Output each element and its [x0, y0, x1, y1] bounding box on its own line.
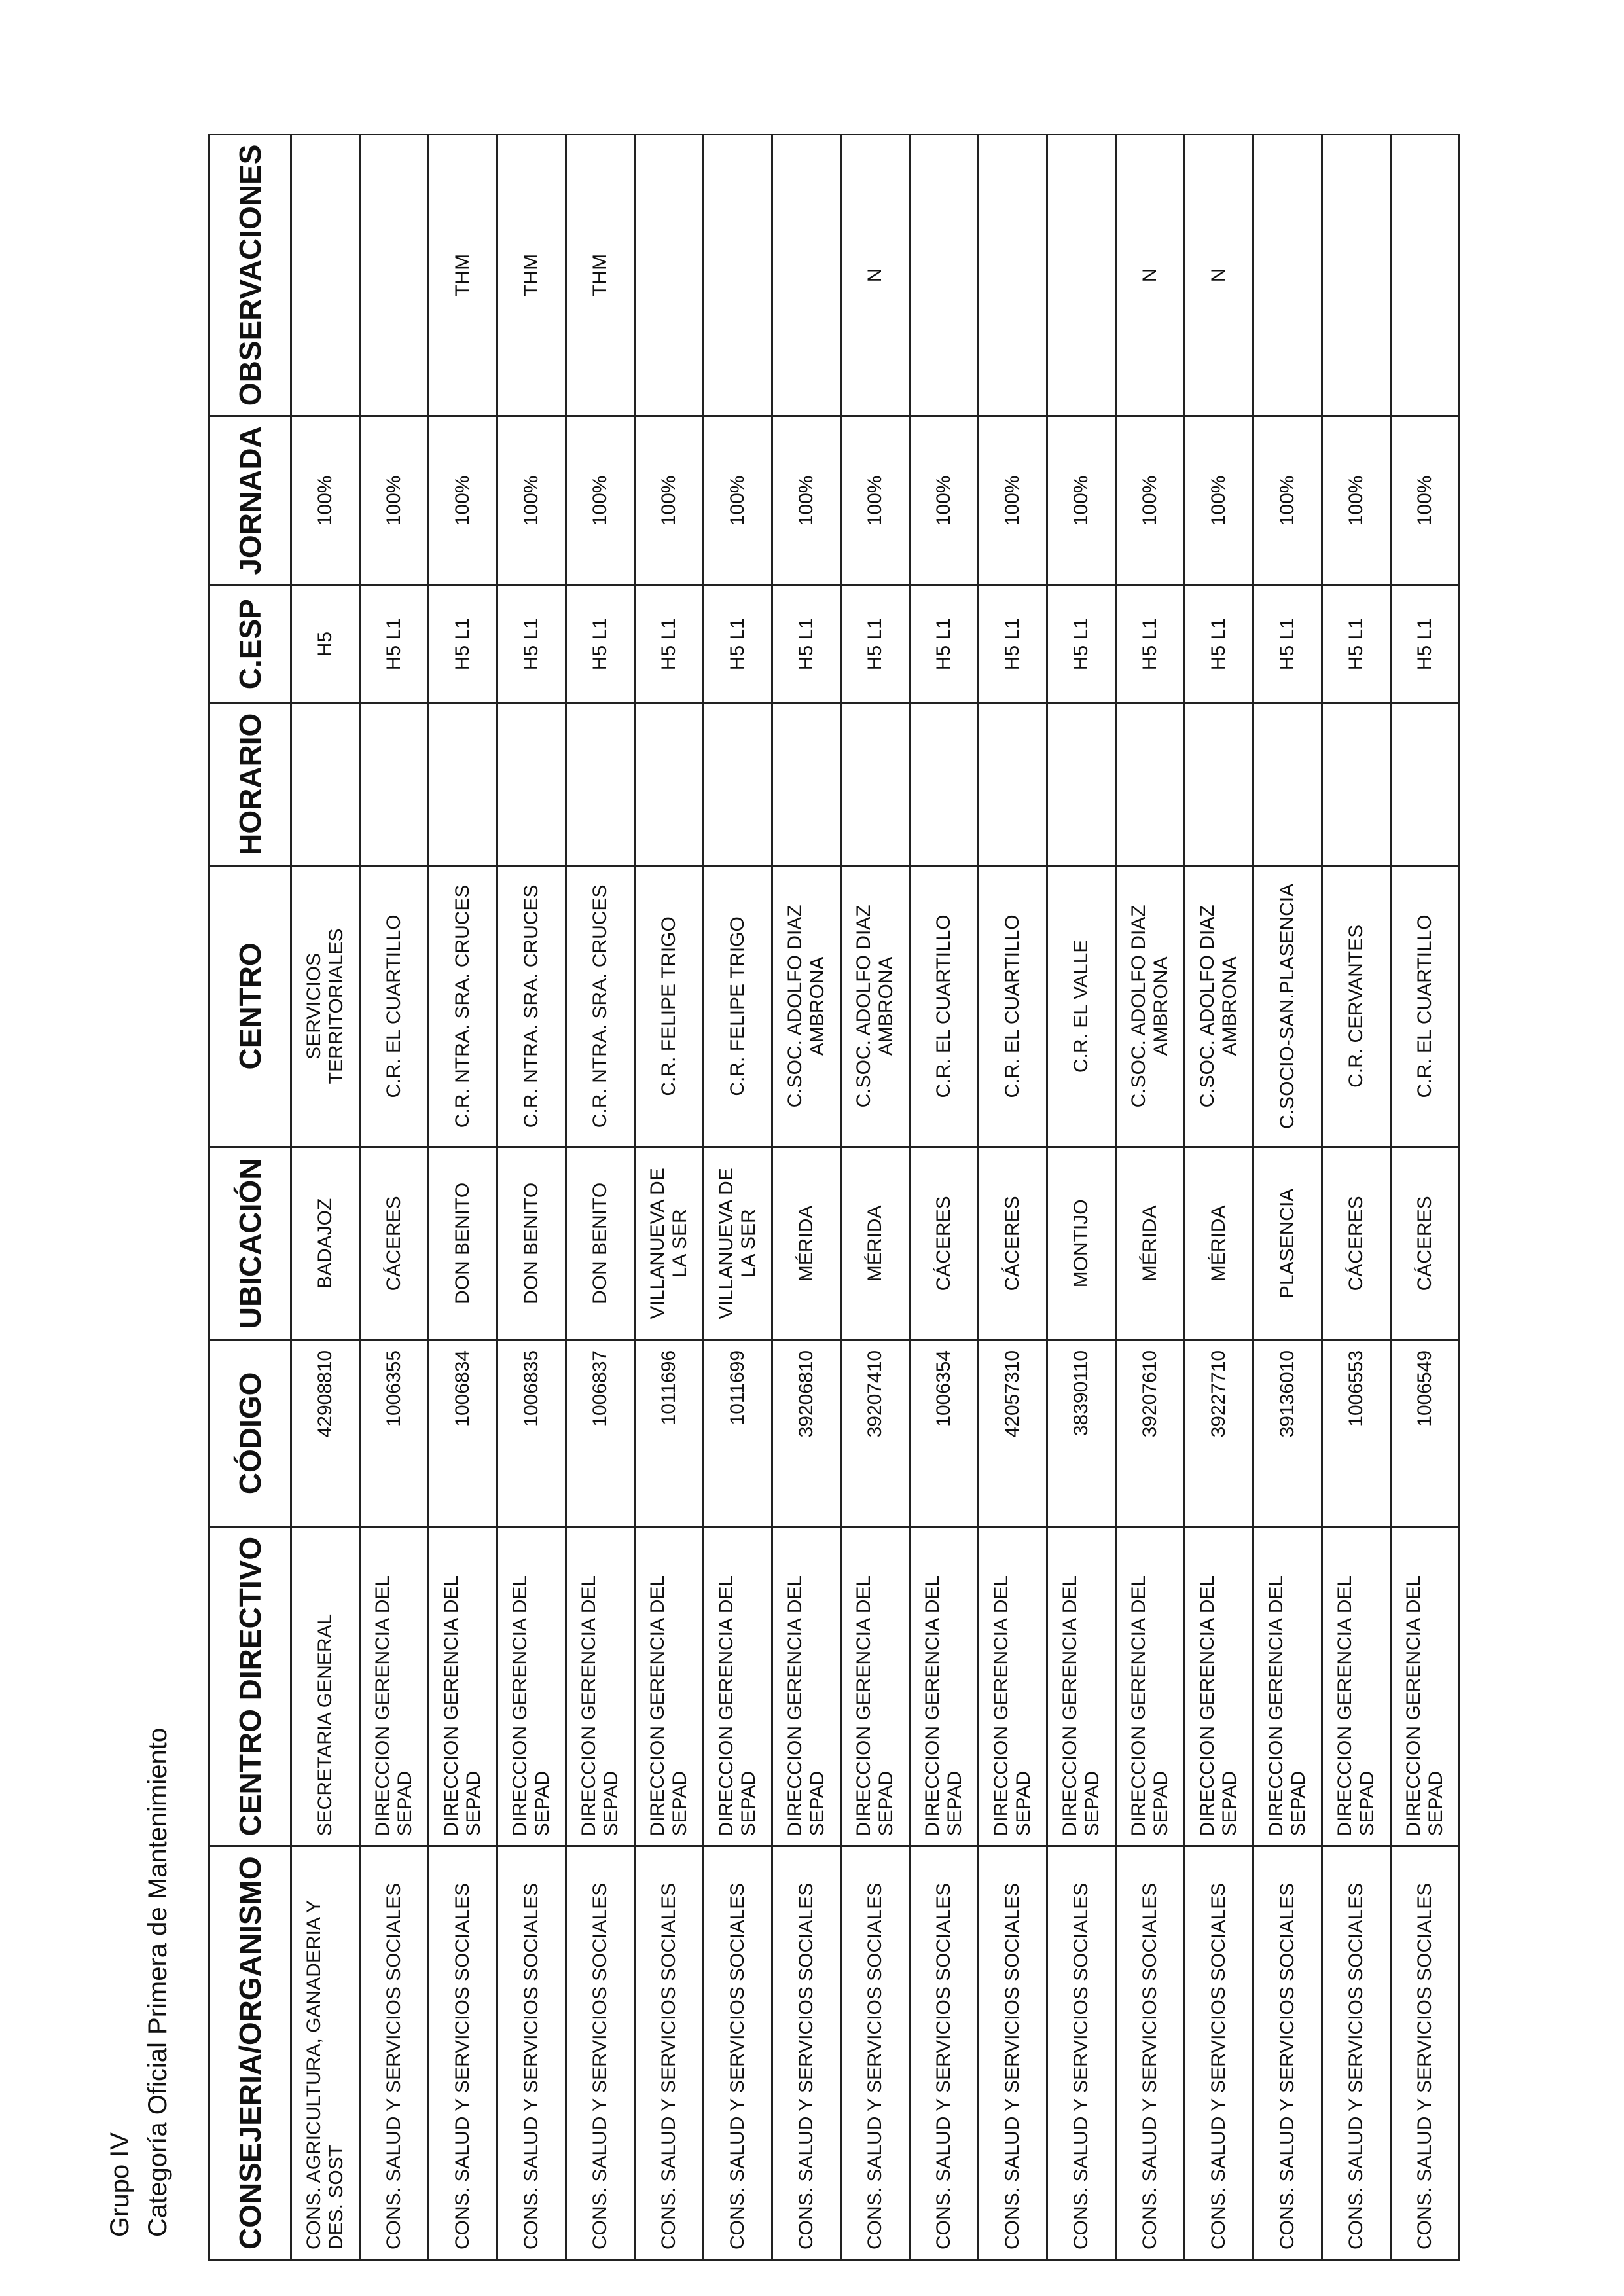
col-header-c-esp: C.ESP — [209, 585, 291, 703]
cell-ubicacion: MÉRIDA — [1116, 1147, 1185, 1340]
cell-ubicacion: CÁCERES — [1322, 1147, 1391, 1340]
cell-c-esp: H5 L1 — [1254, 585, 1322, 703]
cell-ubicacion: DON BENITO — [566, 1147, 635, 1340]
cell-centro: C.SOC. ADOLFO DIAZ AMBRONA — [1185, 865, 1254, 1147]
cell-codigo: 39227710 — [1185, 1340, 1254, 1526]
cell-horario — [1116, 703, 1185, 865]
cell-ubicacion: MÉRIDA — [772, 1147, 841, 1340]
cell-centro-directivo: SECRETARIA GENERAL — [291, 1526, 360, 1846]
cell-consejeria: CONS. SALUD Y SERVICIOS SOCIALES — [429, 1846, 497, 2260]
cell-centro: C.R. EL CUARTILLO — [360, 865, 429, 1147]
cell-consejeria: CONS. SALUD Y SERVICIOS SOCIALES — [635, 1846, 704, 2260]
table-row — [704, 134, 772, 2259]
cell-c-esp: H5 L1 — [704, 585, 772, 703]
cell-consejeria: CONS. SALUD Y SERVICIOS SOCIALES — [979, 1846, 1047, 2260]
cell-observaciones — [1254, 134, 1322, 416]
cell-observaciones: THM — [566, 134, 635, 416]
cell-consejeria: CONS. SALUD Y SERVICIOS SOCIALES — [704, 1846, 772, 2260]
cell-consejeria: CONS. SALUD Y SERVICIOS SOCIALES — [566, 1846, 635, 2260]
cell-consejeria: CONS. SALUD Y SERVICIOS SOCIALES — [1391, 1846, 1460, 2260]
table-row — [1047, 134, 1116, 2259]
cell-ubicacion: CÁCERES — [360, 1147, 429, 1340]
table-row — [497, 134, 566, 2259]
cell-c-esp: H5 L1 — [979, 585, 1047, 703]
col-header-centro: CENTRO — [209, 865, 291, 1147]
cell-centro: C.SOCIO-SAN.PLASENCIA — [1254, 865, 1322, 1147]
cell-ubicacion: MÉRIDA — [1185, 1147, 1254, 1340]
cell-centro: C.R. CERVANTES — [1322, 865, 1391, 1147]
cell-c-esp: H5 L1 — [772, 585, 841, 703]
cell-observaciones: THM — [497, 134, 566, 416]
cell-jornada: 100% — [566, 416, 635, 585]
cell-codigo: 1006549 — [1391, 1340, 1460, 1526]
cell-centro-directivo: DIRECCION GERENCIA DEL SEPAD — [1391, 1526, 1460, 1846]
cell-centro: SERVICIOS TERRITORIALES — [291, 865, 360, 1147]
cell-horario — [635, 703, 704, 865]
cell-observaciones: THM — [429, 134, 497, 416]
cell-horario — [360, 703, 429, 865]
group-title: Grupo IV — [105, 2132, 134, 2237]
cell-centro-directivo: DIRECCION GERENCIA DEL SEPAD — [497, 1526, 566, 1846]
cell-codigo: 39206810 — [772, 1340, 841, 1526]
col-header-ubicacion: UBICACIÓN — [209, 1147, 291, 1340]
cell-jornada: 100% — [497, 416, 566, 585]
cell-c-esp: H5 L1 — [566, 585, 635, 703]
cell-codigo: 1006354 — [910, 1340, 979, 1526]
cell-observaciones: N — [841, 134, 910, 416]
cell-c-esp: H5 L1 — [635, 585, 704, 703]
cell-horario — [1047, 703, 1116, 865]
cell-codigo: 42057310 — [979, 1340, 1047, 1526]
col-header-horario: HORARIO — [209, 703, 291, 865]
cell-consejeria: CONS. SALUD Y SERVICIOS SOCIALES — [841, 1846, 910, 2260]
cell-centro: C.R. NTRA. SRA. CRUCES — [429, 865, 497, 1147]
cell-jornada: 100% — [910, 416, 979, 585]
cell-jornada: 100% — [635, 416, 704, 585]
cell-ubicacion: CÁCERES — [979, 1147, 1047, 1340]
cell-codigo: 42908810 — [291, 1340, 360, 1526]
cell-centro: C.R. EL CUARTILLO — [979, 865, 1047, 1147]
table-row — [1254, 134, 1322, 2259]
cell-horario — [1185, 703, 1254, 865]
cell-centro: C.R. NTRA. SRA. CRUCES — [566, 865, 635, 1147]
cell-observaciones — [291, 134, 360, 416]
cell-horario — [841, 703, 910, 865]
cell-consejeria: CONS. AGRICULTURA, GANADERIA Y DES. SOST — [291, 1846, 360, 2260]
cell-centro-directivo: DIRECCION GERENCIA DEL SEPAD — [1047, 1526, 1116, 1846]
cell-centro: C.R. NTRA. SRA. CRUCES — [497, 865, 566, 1147]
cell-horario — [1391, 703, 1460, 865]
cell-jornada: 100% — [1254, 416, 1322, 585]
cell-horario — [291, 703, 360, 865]
cell-observaciones: N — [1116, 134, 1185, 416]
col-header-consejeria: CONSEJERIA/ORGANISMO — [209, 1846, 291, 2260]
table-row — [1116, 134, 1185, 2259]
cell-codigo: 1006834 — [429, 1340, 497, 1526]
cell-jornada: 100% — [1185, 416, 1254, 585]
table-row — [1185, 134, 1254, 2259]
cell-c-esp: H5 L1 — [1322, 585, 1391, 703]
cell-horario — [497, 703, 566, 865]
cell-ubicacion: BADAJOZ — [291, 1147, 360, 1340]
cell-c-esp: H5 L1 — [1047, 585, 1116, 703]
cell-centro-directivo: DIRECCION GERENCIA DEL SEPAD — [1254, 1526, 1322, 1846]
cell-horario — [704, 703, 772, 865]
table-row — [360, 134, 429, 2259]
cell-c-esp: H5 L1 — [1185, 585, 1254, 703]
cell-jornada: 100% — [1391, 416, 1460, 585]
table-row — [566, 134, 635, 2259]
cell-horario — [566, 703, 635, 865]
col-header-jornada: JORNADA — [209, 416, 291, 585]
cell-ubicacion: MÉRIDA — [841, 1147, 910, 1340]
cell-codigo: 1011699 — [704, 1340, 772, 1526]
cell-centro: C.R. FELIPE TRIGO — [635, 865, 704, 1147]
cell-jornada: 100% — [429, 416, 497, 585]
cell-consejeria: CONS. SALUD Y SERVICIOS SOCIALES — [1254, 1846, 1322, 2260]
cell-codigo: 1006553 — [1322, 1340, 1391, 1526]
cell-centro-directivo: DIRECCION GERENCIA DEL SEPAD — [566, 1526, 635, 1846]
cell-jornada: 100% — [704, 416, 772, 585]
cell-centro: C.SOC. ADOLFO DIAZ AMBRONA — [772, 865, 841, 1147]
table-row — [979, 134, 1047, 2259]
positions-table — [208, 134, 1460, 2261]
cell-centro-directivo: DIRECCION GERENCIA DEL SEPAD — [704, 1526, 772, 1846]
cell-consejeria: CONS. SALUD Y SERVICIOS SOCIALES — [772, 1846, 841, 2260]
cell-c-esp: H5 L1 — [910, 585, 979, 703]
cell-jornada: 100% — [841, 416, 910, 585]
cell-centro: C.R. EL CUARTILLO — [1391, 865, 1460, 1147]
cell-horario — [1322, 703, 1391, 865]
table-row — [1322, 134, 1391, 2259]
cell-centro-directivo: DIRECCION GERENCIA DEL SEPAD — [635, 1526, 704, 1846]
cell-jornada: 100% — [360, 416, 429, 585]
cell-ubicacion: DON BENITO — [497, 1147, 566, 1340]
cell-codigo: 1006355 — [360, 1340, 429, 1526]
cell-consejeria: CONS. SALUD Y SERVICIOS SOCIALES — [360, 1846, 429, 2260]
cell-c-esp: H5 L1 — [1116, 585, 1185, 703]
cell-codigo: 1006837 — [566, 1340, 635, 1526]
cell-centro-directivo: DIRECCION GERENCIA DEL SEPAD — [1116, 1526, 1185, 1846]
cell-consejeria: CONS. SALUD Y SERVICIOS SOCIALES — [910, 1846, 979, 2260]
cell-jornada: 100% — [1116, 416, 1185, 585]
cell-centro-directivo: DIRECCION GERENCIA DEL SEPAD — [429, 1526, 497, 1846]
cell-consejeria: CONS. SALUD Y SERVICIOS SOCIALES — [1322, 1846, 1391, 2260]
cell-jornada: 100% — [979, 416, 1047, 585]
cell-centro: C.SOC. ADOLFO DIAZ AMBRONA — [841, 865, 910, 1147]
cell-observaciones — [772, 134, 841, 416]
cell-observaciones — [360, 134, 429, 416]
cell-codigo: 39136010 — [1254, 1340, 1322, 1526]
cell-observaciones — [1047, 134, 1116, 416]
cell-ubicacion: VILLANUEVA DE LA SER — [704, 1147, 772, 1340]
cell-c-esp: H5 L1 — [841, 585, 910, 703]
cell-centro-directivo: DIRECCION GERENCIA DEL SEPAD — [841, 1526, 910, 1846]
cell-consejeria: CONS. SALUD Y SERVICIOS SOCIALES — [1185, 1846, 1254, 2260]
cell-c-esp: H5 L1 — [360, 585, 429, 703]
cell-consejeria: CONS. SALUD Y SERVICIOS SOCIALES — [1047, 1846, 1116, 2260]
table-row — [635, 134, 704, 2259]
category-title: Categoría Oficial Primera de Mantenimiento — [143, 1727, 172, 2237]
cell-ubicacion: PLASENCIA — [1254, 1147, 1322, 1340]
cell-codigo: 39207410 — [841, 1340, 910, 1526]
table-body — [291, 134, 1460, 2259]
cell-consejeria: CONS. SALUD Y SERVICIOS SOCIALES — [1116, 1846, 1185, 2260]
table-row — [841, 134, 910, 2259]
cell-horario — [772, 703, 841, 865]
cell-ubicacion: CÁCERES — [1391, 1147, 1460, 1340]
cell-codigo: 1006835 — [497, 1340, 566, 1526]
col-header-codigo: CÓDIGO — [209, 1340, 291, 1526]
cell-centro: C.R. EL VALLE — [1047, 865, 1116, 1147]
cell-ubicacion: CÁCERES — [910, 1147, 979, 1340]
cell-centro-directivo: DIRECCION GERENCIA DEL SEPAD — [910, 1526, 979, 1846]
cell-centro-directivo: DIRECCION GERENCIA DEL SEPAD — [979, 1526, 1047, 1846]
cell-centro-directivo: DIRECCION GERENCIA DEL SEPAD — [1322, 1526, 1391, 1846]
cell-centro-directivo: DIRECCION GERENCIA DEL SEPAD — [360, 1526, 429, 1846]
cell-ubicacion: DON BENITO — [429, 1147, 497, 1340]
cell-observaciones: N — [1185, 134, 1254, 416]
cell-horario — [979, 703, 1047, 865]
cell-c-esp: H5 L1 — [497, 585, 566, 703]
cell-observaciones — [1322, 134, 1391, 416]
cell-centro-directivo: DIRECCION GERENCIA DEL SEPAD — [1185, 1526, 1254, 1846]
cell-observaciones — [704, 134, 772, 416]
cell-jornada: 100% — [291, 416, 360, 585]
cell-c-esp: H5 L1 — [429, 585, 497, 703]
table-row — [772, 134, 841, 2259]
cell-horario — [1254, 703, 1322, 865]
cell-centro: C.R. FELIPE TRIGO — [704, 865, 772, 1147]
cell-observaciones — [979, 134, 1047, 416]
col-header-centro-directivo: CENTRO DIRECTIVO — [209, 1526, 291, 1846]
col-header-observaciones: OBSERVACIONES — [209, 134, 291, 416]
header-row — [209, 134, 291, 2259]
cell-jornada: 100% — [1322, 416, 1391, 585]
cell-c-esp: H5 L1 — [1391, 585, 1460, 703]
cell-observaciones — [1391, 134, 1460, 416]
cell-observaciones — [635, 134, 704, 416]
cell-centro-directivo: DIRECCION GERENCIA DEL SEPAD — [772, 1526, 841, 1846]
table-row — [291, 134, 360, 2259]
cell-ubicacion: VILLANUEVA DE LA SER — [635, 1147, 704, 1340]
cell-centro: C.SOC. ADOLFO DIAZ AMBRONA — [1116, 865, 1185, 1147]
cell-c-esp: H5 — [291, 585, 360, 703]
table-row — [1391, 134, 1460, 2259]
cell-ubicacion: MONTIJO — [1047, 1147, 1116, 1340]
cell-centro: C.R. EL CUARTILLO — [910, 865, 979, 1147]
table-row — [429, 134, 497, 2259]
cell-horario — [910, 703, 979, 865]
cell-jornada: 100% — [772, 416, 841, 585]
cell-consejeria: CONS. SALUD Y SERVICIOS SOCIALES — [497, 1846, 566, 2260]
table-row — [910, 134, 979, 2259]
cell-codigo: 1011696 — [635, 1340, 704, 1526]
cell-codigo: 38390110 — [1047, 1340, 1116, 1526]
cell-observaciones — [910, 134, 979, 416]
cell-codigo: 39207610 — [1116, 1340, 1185, 1526]
cell-jornada: 100% — [1047, 416, 1116, 585]
cell-horario — [429, 703, 497, 865]
